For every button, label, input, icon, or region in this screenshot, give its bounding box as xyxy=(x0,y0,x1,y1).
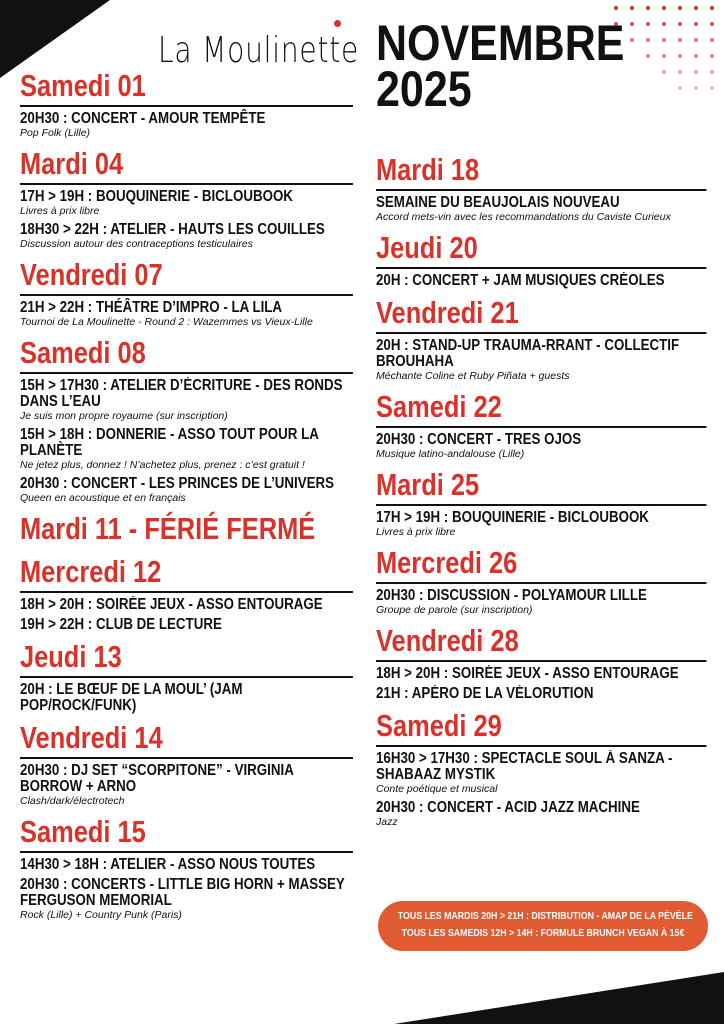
event-title: 14H30 > 18H : ATELIER - ASSO NOUS TOUTES xyxy=(20,856,316,873)
event-item xyxy=(20,300,353,329)
day-block xyxy=(376,230,706,289)
right-column xyxy=(376,152,706,835)
dot xyxy=(694,38,698,42)
event-item xyxy=(376,510,706,539)
event-title: 18H30 > 22H : ATELIER - HAUTS LES COUILLES xyxy=(20,221,325,238)
event-subtitle: Pop Folk (Lille) xyxy=(20,127,91,139)
recurring-saturday: TOUS LES SAMEDIS 12H > 14H : FORMULE BRUNCH VEGAN À 15€ xyxy=(401,928,685,939)
dot xyxy=(678,86,682,90)
recurring-tuesday: TOUS LES MARDIS 20H > 21H : DISTRIBUTION - AMAP DE LA PÉVÈLE xyxy=(397,911,693,922)
year: 2025 xyxy=(376,61,472,117)
left-column xyxy=(20,68,353,928)
dot xyxy=(678,54,682,58)
event-subtitle: Méchante Coline et Ruby Piñata + guests xyxy=(376,370,570,382)
event-item xyxy=(376,588,706,617)
day-heading: Samedi 22 xyxy=(376,389,706,428)
dot xyxy=(630,38,634,42)
dot xyxy=(694,22,698,26)
event-subtitle: Ne jetez plus, donnez ! N’achetez plus, prenez : c’est gratuit ! xyxy=(20,459,305,471)
day-heading: Vendredi 14 xyxy=(20,720,353,759)
day-block xyxy=(20,511,353,548)
day-heading: Samedi 15 xyxy=(20,814,353,853)
dot xyxy=(662,70,666,74)
day-block xyxy=(376,389,706,461)
event-title: 16H30 > 17H30 : SPECTACLE SOUL À SANZA - SHABAAZ MYSTIK xyxy=(376,750,673,783)
event-subtitle: Clash/dark/électrotech xyxy=(20,795,125,807)
dot xyxy=(614,6,618,10)
event-subtitle: Musique latino-andalouse (Lille) xyxy=(376,448,525,460)
event-title: 20H : CONCERT + JAM MUSIQUES CRÉOLES xyxy=(376,272,665,289)
event-subtitle: Groupe de parole (sur inscription) xyxy=(376,604,533,616)
logo-text: La Moulinette xyxy=(158,30,360,71)
day-block xyxy=(20,554,353,633)
day-heading: Mardi 11 - FÉRIÉ FERMÉ xyxy=(20,511,316,546)
day-heading: Samedi 08 xyxy=(20,335,353,374)
event-title: 20H30 : CONCERT - LES PRINCES DE L’UNIVERS xyxy=(20,475,335,492)
day-heading: Samedi 01 xyxy=(20,68,353,107)
event-subtitle: Conte poétique et musical xyxy=(376,783,498,795)
event-title: 20H30 : DISCUSSION - POLYAMOUR LILLE xyxy=(376,587,647,604)
event-item xyxy=(376,686,706,702)
dot xyxy=(678,38,682,42)
event-item xyxy=(20,427,353,472)
event-subtitle: Jazz xyxy=(376,816,398,828)
event-item xyxy=(376,751,706,796)
event-title: 17H > 19H : BOUQUINERIE - BICLOUBOOK xyxy=(20,188,293,205)
dot xyxy=(710,22,714,26)
event-title: 20H30 : CONCERTS - LITTLE BIG HORN + MASSEY FERGUSON MEMORIAL xyxy=(20,876,345,909)
dot xyxy=(694,6,698,10)
day-block xyxy=(20,257,353,329)
event-title: 20H30 : DJ SET “SCORPITONE” - VIRGINIA BORROW + ARNO xyxy=(20,762,294,795)
day-block xyxy=(20,814,353,922)
event-title: 21H : APÉRO DE LA VÉLORUTION xyxy=(376,685,594,702)
event-title: SEMAINE DU BEAUJOLAIS NOUVEAU xyxy=(376,194,620,211)
day-block xyxy=(20,639,353,714)
day-heading: Mercredi 26 xyxy=(376,545,706,584)
event-subtitle: Livres à prix libre xyxy=(376,526,456,538)
dot xyxy=(710,38,714,42)
day-heading: Mardi 25 xyxy=(376,467,706,506)
event-subtitle: Livres à prix libre xyxy=(20,205,100,217)
dot xyxy=(710,70,714,74)
dot xyxy=(646,22,650,26)
event-item xyxy=(376,800,706,829)
day-block xyxy=(376,545,706,617)
event-item xyxy=(20,111,353,140)
event-item xyxy=(20,476,353,505)
day-heading: Jeudi 20 xyxy=(376,230,706,269)
day-heading: Mercredi 12 xyxy=(20,554,353,593)
event-item xyxy=(376,273,706,289)
event-item xyxy=(20,222,353,251)
event-title: 20H30 : CONCERT - ACID JAZZ MACHINE xyxy=(376,799,640,816)
event-item xyxy=(376,338,706,383)
day-block xyxy=(20,335,353,505)
day-block xyxy=(20,146,353,251)
dot xyxy=(678,6,682,10)
dot xyxy=(662,6,666,10)
event-subtitle: Je suis mon propre royaume (sur inscription) xyxy=(20,410,228,422)
event-title: 20H30 : CONCERT - TRES OJOS xyxy=(376,431,582,448)
day-heading: Mardi 04 xyxy=(20,146,353,185)
event-item xyxy=(20,189,353,218)
corner-decoration-bottom-right xyxy=(394,972,724,1024)
day-block xyxy=(376,295,706,383)
event-item xyxy=(20,617,353,633)
dot xyxy=(710,6,714,10)
dot xyxy=(710,86,714,90)
event-subtitle: Queen en acoustique et en français xyxy=(20,492,186,504)
event-subtitle: Accord mets-vin avec les recommandations du Caviste Curieux xyxy=(376,211,671,223)
dot xyxy=(662,38,666,42)
event-title: 20H : LE BŒUF DE LA MOUL’ (JAM POP/ROCK/FUNK) xyxy=(20,681,243,714)
day-block xyxy=(376,467,706,539)
dot-pattern xyxy=(612,4,724,100)
event-title: 15H > 18H : DONNERIE - ASSO TOUT POUR LA PLANÈTE xyxy=(20,426,319,459)
event-item xyxy=(376,432,706,461)
event-title: 20H30 : CONCERT - AMOUR TEMPÊTE xyxy=(20,110,266,127)
recurring-events-banner xyxy=(378,901,708,951)
event-title: 19H > 22H : CLUB DE LECTURE xyxy=(20,616,222,633)
dot xyxy=(678,70,682,74)
day-heading: Mardi 18 xyxy=(376,152,706,191)
dot xyxy=(646,54,650,58)
month-name: NOVEMBRE xyxy=(376,15,625,71)
dot xyxy=(694,70,698,74)
logo-dot xyxy=(334,20,341,27)
day-heading: Jeudi 13 xyxy=(20,639,353,678)
day-block xyxy=(20,720,353,808)
dot xyxy=(646,38,650,42)
event-title: 20H : STAND-UP TRAUMA-RRANT - COLLECTIF BROUHAHA xyxy=(376,337,680,370)
dot xyxy=(710,54,714,58)
dot xyxy=(662,22,666,26)
dot xyxy=(694,54,698,58)
event-item xyxy=(20,877,353,922)
event-subtitle: Discussion autour des contraceptions testiculaires xyxy=(20,238,253,250)
event-subtitle: Rock (Lille) + Country Punk (Paris) xyxy=(20,909,182,921)
event-item xyxy=(20,682,353,714)
event-title: 18H > 20H : SOIRÉE JEUX - ASSO ENTOURAGE xyxy=(376,665,679,682)
corner-decoration-top-left xyxy=(0,0,110,78)
day-block xyxy=(376,708,706,829)
day-heading: Samedi 29 xyxy=(376,708,706,747)
day-heading: Vendredi 21 xyxy=(376,295,706,334)
day-heading: Vendredi 28 xyxy=(376,623,706,662)
event-item xyxy=(20,597,353,613)
dot xyxy=(630,6,634,10)
event-item xyxy=(20,857,353,873)
event-item xyxy=(20,378,353,423)
event-item xyxy=(376,666,706,682)
day-heading: Vendredi 07 xyxy=(20,257,353,296)
dot xyxy=(678,22,682,26)
dot xyxy=(630,22,634,26)
dot xyxy=(662,54,666,58)
event-subtitle: Tournoi de La Moulinette - Round 2 : Wazemmes vs Vieux-Lille xyxy=(20,316,313,328)
dot xyxy=(694,86,698,90)
page-title xyxy=(376,15,625,117)
event-title: 17H > 19H : BOUQUINERIE - BICLOUBOOK xyxy=(376,509,649,526)
event-title: 18H > 20H : SOIRÉE JEUX - ASSO ENTOURAGE xyxy=(20,596,323,613)
day-block xyxy=(20,68,353,140)
event-item xyxy=(376,195,706,224)
dot xyxy=(646,6,650,10)
day-block xyxy=(376,152,706,224)
day-block xyxy=(376,623,706,702)
event-item xyxy=(20,763,353,808)
event-title: 15H > 17H30 : ATELIER D’ÉCRITURE - DES RONDS DANS L’EAU xyxy=(20,377,343,410)
event-title: 21H > 22H : THÉÂTRE D’IMPRO - LA LILA xyxy=(20,299,283,316)
